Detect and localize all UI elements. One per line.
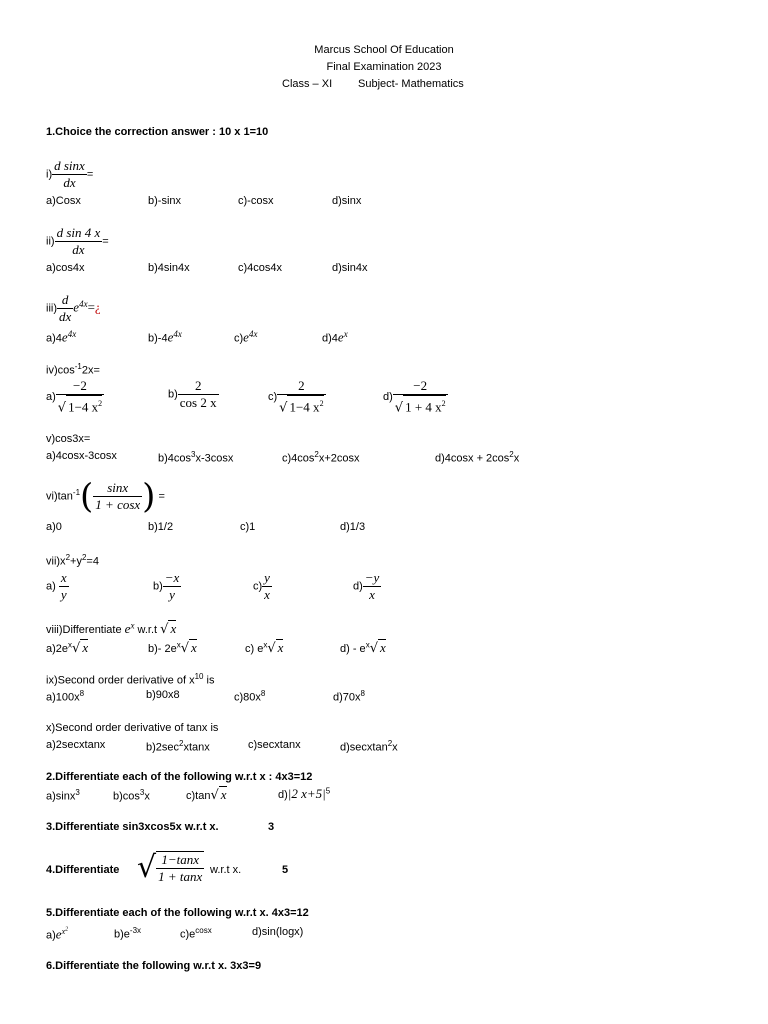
q1-iv-option-a: a) $\frac{-2}{√ 1-4 x^2}$: [46, 378, 103, 416]
q1-ix-option-d: $d)70x^8$: [333, 689, 365, 704]
q1-viii-option-b: b)- $2e^x√$ x: [148, 640, 197, 656]
exam-title: Final Examination 2023: [326, 61, 442, 73]
q6-heading: 6.Differentiate the following w.r.t x. 3x3=9: [46, 960, 262, 972]
q1-i-fraction: $\frac{\text{d sinx}}{dx}$: [54, 158, 85, 190]
q5-option-d: d)sin(logx): [252, 926, 304, 938]
q1-viii-option-d: $d) - e^x√$ x: [340, 640, 386, 656]
q1-ii-option-b: b)4sin4x: [148, 262, 190, 274]
q1-iv-option-d: d) $\frac{-2}{√ 1 + 4 x^2}$: [383, 378, 446, 416]
class-label: Class – XI: [282, 78, 333, 90]
q3-heading: 3.Differentiate sin3xcos5x w.r.t x.: [46, 821, 219, 833]
q1-v-option-a: a)4cosx-3cosx: [46, 450, 117, 462]
q1-ii-question: ii) $\frac{\text{d sin 4 x}}{dx}$ =: [46, 225, 109, 257]
q1-vi-question: $vi)\tan^{-1}$( $\frac{\sin x}{1 + \cos x}$ ) =: [46, 476, 165, 517]
q1-v-option-d: $d)4\cos x + 2\cos^2x$: [435, 450, 520, 465]
school-name: Marcus School Of Education: [314, 44, 454, 56]
q1-iv-question: $iv)\cos^{-1}2x=$: [46, 362, 100, 377]
q1-iv-option-c: c) $\frac{2}{√ 1-4 x^2}$: [268, 378, 324, 416]
q1-vii-option-a: a) $\frac{x}{y}$: [46, 570, 67, 602]
q1-vii-option-b: b) $\frac{-x}{y}$: [153, 570, 180, 602]
q1-iv-option-b: b) $\frac{2}{\cos 2 x}$: [168, 378, 217, 410]
q1-vii-option-c: c) $\frac{y}{x}$: [253, 570, 270, 602]
q1-ii-fraction: $\frac{\text{d sin 4 x}}{dx}$: [56, 225, 101, 257]
q1-i-option-d: d)sinx: [332, 195, 362, 207]
q1-v-option-c: $c)4\cos^2x+2\cos x$: [282, 450, 360, 465]
q4-heading: 4.Differentiate: [46, 864, 120, 876]
q1-vi-option-c: c)1: [240, 521, 256, 533]
q5-heading: 5.Differentiate each of the following w.r.t x. 4x3=12: [46, 907, 309, 919]
q1-iii-question: iii) $\frac{d}{dx}$ $e^{4x}=¿$: [46, 292, 101, 324]
q1-ii-option-d: d)sin4x: [332, 262, 368, 274]
q1-i-question: i) $\frac{\text{d sinx}}{dx}$ =: [46, 158, 94, 190]
q1-viii-option-a: $a)2e^x√$ x: [46, 640, 89, 656]
q1-x-option-d: d)secxtan$^2$x: [340, 739, 398, 754]
q1-ix-option-a: $a)100x^8$: [46, 689, 85, 704]
q1-x-question: x)Second order derivative of tanx is: [46, 722, 219, 734]
q1-vii-question: $vii)x^2+y^2=4$: [46, 553, 99, 568]
q1-viii-question: viii)Differentiate $e^x$ w.r.t √ x: [46, 620, 177, 637]
q1-i-label: i): [46, 168, 53, 181]
q4-wrt: w.r.t x.: [210, 864, 242, 876]
q1-ix-option-b: b)90x8: [146, 689, 180, 701]
q1-iii-option-a: $a)4e^{4x}$: [46, 329, 77, 345]
q2-heading: 2.Differentiate each of the following w.r.t x : 4x3=12: [46, 771, 313, 783]
q5-option-c: $c)e^{cosx}$: [180, 926, 212, 941]
q5-option-a: $a)e^{x^2}$: [46, 926, 69, 942]
q1-i-option-b: b)-sinx: [148, 195, 182, 207]
q1-x-option-a: a)2secxtanx: [46, 739, 106, 751]
q2-option-d: d)|2 $x+5|^5$: [278, 786, 331, 801]
q1-vi-option-a: a)0: [46, 521, 62, 533]
q4-marks: 5: [282, 864, 289, 876]
q1-ix-question: ix)Second order derivative of $x^{10}$ is: [46, 672, 215, 687]
q2-option-b: $b)\cos^3x$: [113, 788, 150, 803]
q1-ii-option-c: c)4cos4x: [238, 262, 283, 274]
q1-iii-option-b: $b)-4e^{4x}$: [148, 329, 182, 345]
q3-marks: 3: [268, 821, 275, 833]
q1-v-option-b: $b)4\cos^3x-3\cos x$: [158, 450, 234, 465]
q1-iii-option-d: $d)4e^x$: [322, 329, 348, 345]
q2-option-a: a)sinx$^3$: [46, 788, 80, 803]
q1-v-question: v)cos3x=: [46, 433, 91, 445]
q1-viii-option-c: c) $e^x√$ x: [245, 640, 284, 656]
subject-label: Subject- Mathematics: [358, 78, 464, 90]
q1-vii-option-d: d) $\frac{-y}{x}$: [353, 570, 380, 602]
q1-x-option-b: $b)2\sec^2xtanx$: [146, 739, 210, 754]
q1-iii-mark: ¿: [94, 299, 101, 315]
q1-i-option-a: a)Cosx: [46, 195, 81, 207]
q1-i-option-c: c)-cosx: [238, 195, 274, 207]
q1-iii-option-c: $c)e^{4x}$: [234, 329, 258, 345]
q1-vi-option-d: d)1/3: [340, 521, 366, 533]
q1-vi-option-b: b)1/2: [148, 521, 174, 533]
q1-x-option-c: c)secxtanx: [248, 739, 301, 751]
q1-ix-option-c: $c)80x^8$: [234, 689, 266, 704]
q1-heading: 1.Choice the correction answer : 10 x 1=10: [46, 126, 269, 138]
q5-option-b: $b)e^{-3x}$: [114, 926, 142, 941]
q4-expression: √ $\frac{1-\tan x}{1 + \tan x}$: [137, 850, 203, 885]
q1-ii-option-a: a)cos4x: [46, 262, 85, 274]
q2-option-c: c)tan√ x: [186, 787, 227, 803]
